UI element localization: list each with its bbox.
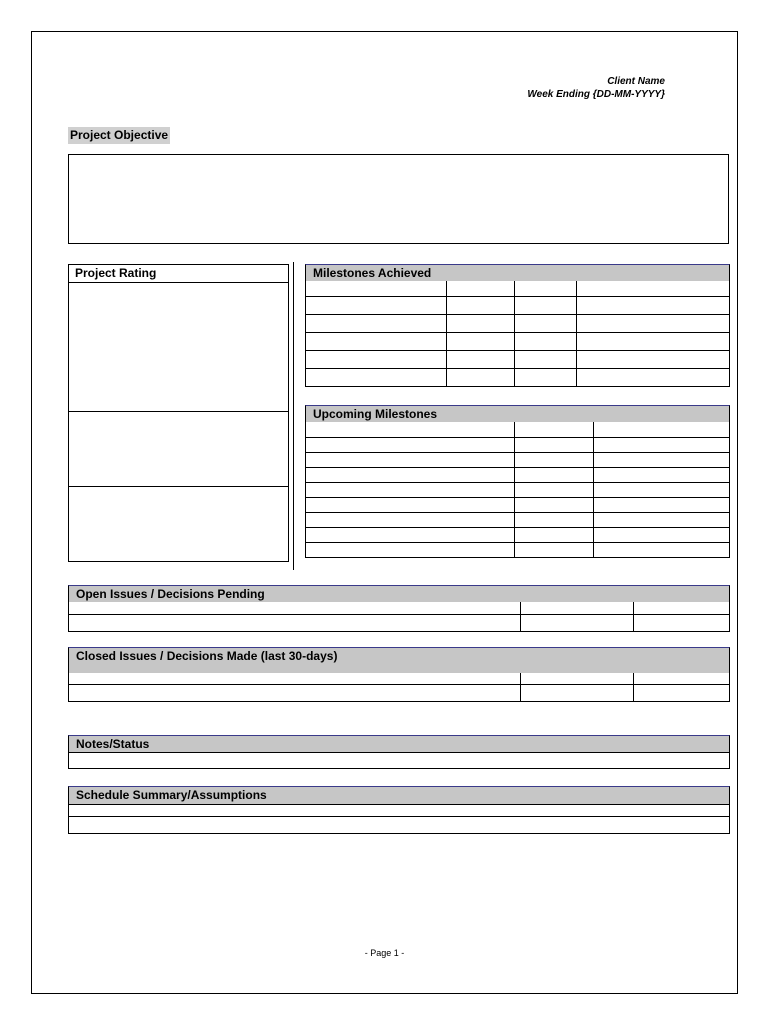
project-rating-section-2[interactable] — [69, 412, 288, 487]
table-cell[interactable] — [515, 527, 594, 542]
table-cell[interactable] — [306, 542, 515, 557]
document-page — [31, 31, 738, 994]
table-cell[interactable] — [594, 497, 730, 512]
upcoming-milestones-section — [305, 405, 730, 558]
page-number: - Page 1 - — [364, 948, 405, 958]
table-cell[interactable] — [521, 614, 634, 631]
table-cell[interactable] — [69, 817, 730, 834]
table-cell[interactable] — [521, 684, 634, 701]
project-objective-label: Project Objective — [70, 128, 169, 142]
table-cell[interactable] — [634, 684, 730, 701]
open-issues-table — [68, 602, 730, 632]
table-cell[interactable] — [515, 296, 577, 314]
table-cell[interactable] — [577, 296, 730, 314]
table-cell[interactable] — [515, 482, 594, 497]
table-cell[interactable] — [594, 437, 730, 452]
table-row — [306, 467, 730, 482]
table-cell[interactable] — [69, 602, 521, 614]
table-cell[interactable] — [306, 512, 515, 527]
table-cell[interactable] — [521, 673, 634, 684]
table-cell[interactable] — [515, 467, 594, 482]
table-header-row — [306, 422, 730, 437]
table-cell[interactable] — [515, 332, 577, 350]
upcoming-milestones-table — [305, 422, 730, 558]
table-cell[interactable] — [447, 296, 515, 314]
notes-status-title: Notes/Status — [68, 735, 730, 753]
table-row — [69, 805, 730, 817]
table-row — [306, 497, 730, 512]
table-cell[interactable] — [594, 527, 730, 542]
table-cell[interactable] — [306, 497, 515, 512]
table-header-row — [69, 602, 730, 614]
closed-issues-table — [68, 673, 730, 702]
table-row — [306, 512, 730, 527]
table-cell[interactable] — [515, 497, 594, 512]
table-row — [306, 542, 730, 557]
table-cell[interactable] — [306, 296, 447, 314]
table-cell[interactable] — [594, 452, 730, 467]
table-cell[interactable] — [515, 437, 594, 452]
table-cell[interactable] — [515, 542, 594, 557]
table-row — [306, 527, 730, 542]
client-name: Client Name — [607, 76, 665, 87]
table-cell[interactable] — [515, 422, 594, 437]
table-row — [306, 482, 730, 497]
table-cell[interactable] — [594, 482, 730, 497]
table-cell[interactable] — [306, 422, 515, 437]
table-cell[interactable] — [594, 512, 730, 527]
project-objective-text — [69, 155, 728, 163]
table-row — [306, 350, 730, 368]
table-cell[interactable] — [69, 805, 730, 817]
table-cell[interactable] — [447, 332, 515, 350]
table-cell[interactable] — [515, 512, 594, 527]
open-issues-title: Open Issues / Decisions Pending — [68, 585, 730, 602]
table-cell[interactable] — [634, 614, 730, 631]
table-cell[interactable] — [306, 281, 447, 296]
table-row — [306, 452, 730, 467]
milestones-achieved-title: Milestones Achieved — [305, 264, 730, 281]
table-cell[interactable] — [577, 281, 730, 296]
table-row — [69, 817, 730, 834]
table-cell[interactable] — [69, 673, 521, 684]
table-row — [306, 437, 730, 452]
table-row — [306, 368, 730, 386]
table-cell[interactable] — [306, 482, 515, 497]
table-cell[interactable] — [306, 437, 515, 452]
table-cell[interactable] — [447, 281, 515, 296]
table-row — [306, 332, 730, 350]
schedule-summary-table — [68, 804, 730, 834]
column-divider — [293, 262, 294, 570]
table-cell[interactable] — [69, 684, 521, 701]
table-cell[interactable] — [515, 368, 577, 386]
table-cell[interactable] — [577, 368, 730, 386]
header-block — [412, 75, 665, 101]
week-ending: Week Ending {DD-MM-YYYY} — [527, 89, 665, 100]
table-cell[interactable] — [515, 350, 577, 368]
milestones-achieved-table — [305, 281, 730, 387]
project-rating-section-3[interactable] — [69, 487, 288, 560]
table-cell[interactable] — [306, 452, 515, 467]
table-row — [69, 614, 730, 631]
closed-issues-title: Closed Issues / Decisions Made (last 30-days) — [68, 647, 730, 673]
table-cell[interactable] — [594, 422, 730, 437]
table-cell[interactable] — [515, 314, 577, 332]
table-row — [306, 296, 730, 314]
table-cell[interactable] — [577, 314, 730, 332]
notes-status-field[interactable] — [68, 753, 730, 769]
table-cell[interactable] — [306, 527, 515, 542]
closed-issues-section — [68, 647, 730, 702]
milestones-achieved-section — [305, 264, 730, 387]
table-cell[interactable] — [515, 452, 594, 467]
table-cell[interactable] — [306, 314, 447, 332]
table-cell[interactable] — [521, 602, 634, 614]
schedule-summary-title: Schedule Summary/Assumptions — [68, 786, 730, 804]
project-rating-panel — [68, 264, 289, 562]
project-rating-section-1[interactable] — [69, 283, 288, 412]
table-cell[interactable] — [306, 350, 447, 368]
project-objective-box[interactable] — [68, 154, 729, 244]
table-cell[interactable] — [447, 368, 515, 386]
notes-status-section — [68, 735, 730, 769]
table-row — [69, 684, 730, 701]
table-cell[interactable] — [306, 332, 447, 350]
open-issues-section — [68, 585, 730, 632]
table-cell[interactable] — [69, 614, 521, 631]
table-cell[interactable] — [306, 368, 447, 386]
table-cell[interactable] — [634, 673, 730, 684]
table-row — [306, 314, 730, 332]
table-cell[interactable] — [306, 467, 515, 482]
table-header-row — [306, 281, 730, 296]
table-cell[interactable] — [594, 542, 730, 557]
table-header-row — [69, 673, 730, 684]
schedule-summary-section — [68, 786, 730, 834]
table-cell[interactable] — [447, 314, 515, 332]
upcoming-milestones-title: Upcoming Milestones — [305, 405, 730, 422]
table-cell[interactable] — [634, 602, 730, 614]
table-cell[interactable] — [577, 350, 730, 368]
table-cell[interactable] — [594, 467, 730, 482]
table-cell[interactable] — [447, 350, 515, 368]
table-cell[interactable] — [577, 332, 730, 350]
table-cell[interactable] — [515, 281, 577, 296]
project-rating-title: Project Rating — [69, 265, 288, 283]
